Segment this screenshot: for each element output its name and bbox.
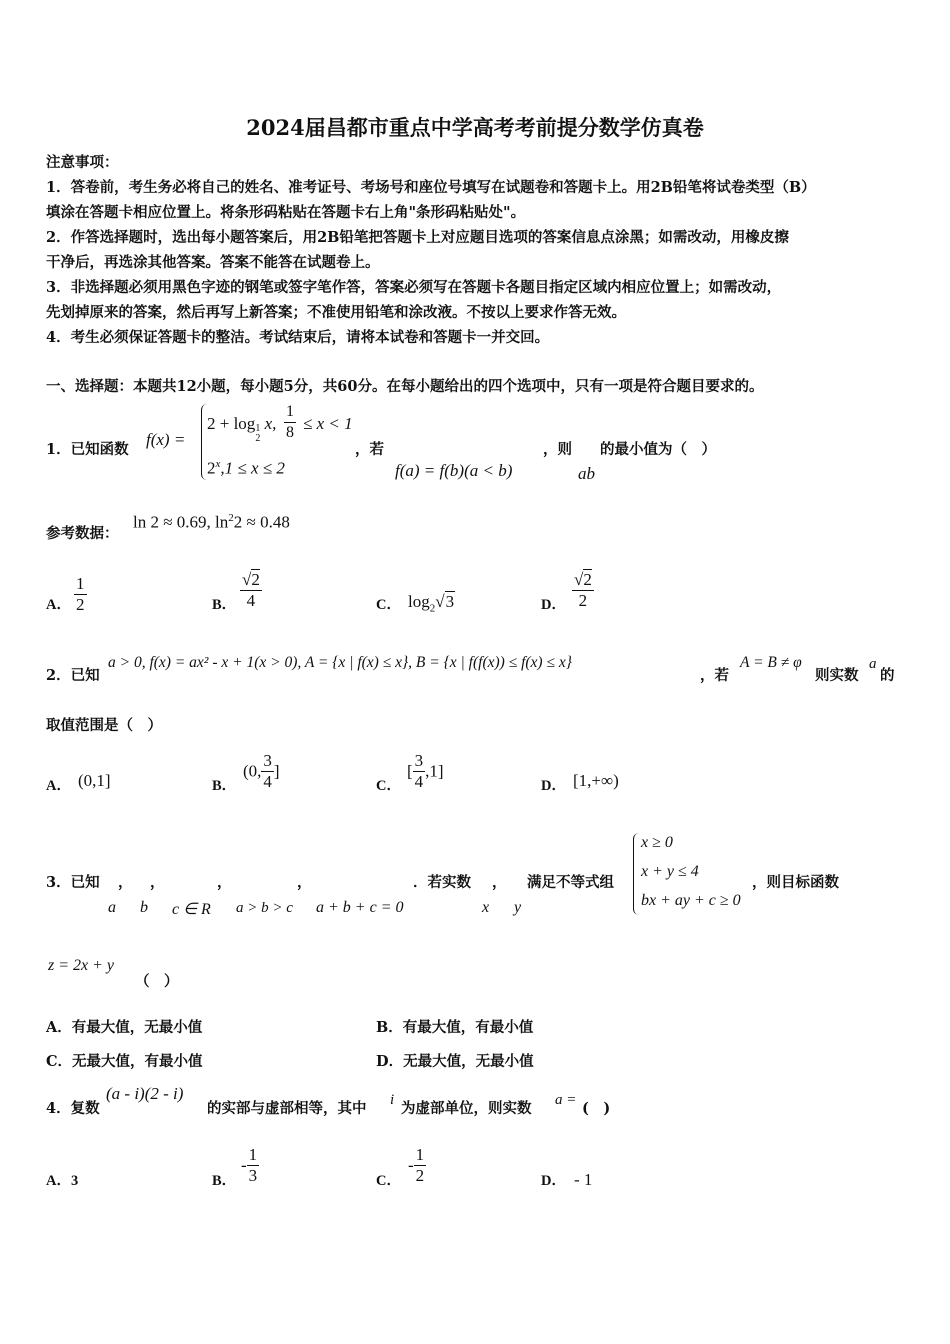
q3-option-c[interactable]: C．无最大值，有最小值 [46,1053,203,1070]
q3-option-b[interactable]: B．有最大值，有最小值 [376,1019,534,1036]
q1-ab: ab [578,464,595,483]
q2-option-a[interactable]: (0,1] [78,771,111,790]
q2-option-d[interactable]: [1,+∞) [573,771,619,790]
q3-comma: ， [297,874,312,891]
q3-sum: a + b + c = 0 [316,899,404,916]
q2-c-pre: [ [407,761,413,781]
q1-frac-num: 1 [286,403,294,420]
q2-label: 2．已知 [46,667,100,684]
notice-heading: 注意事项： [46,154,119,171]
q3-paren: （ ） [135,973,179,990]
q4-b-den: 3 [248,1166,258,1185]
q1-case1-frac [284,402,296,443]
q4-option-c[interactable] [408,1145,426,1186]
q4-c-sign: - [408,1155,414,1175]
q1-base-den: 2 [255,433,261,444]
q2-option-b-label[interactable]: B． [212,778,237,794]
q2-b-pre: (0, [243,761,262,781]
q1-tail: 的最小值为（ ） [600,441,716,458]
q1-c-base: 2 [429,602,436,615]
q1-option-a[interactable] [74,574,87,615]
q3-c-in-r: c ∈ R [172,901,211,918]
q2-tail: 则实数 [815,667,859,684]
q1-option-d-label[interactable]: D． [541,597,566,613]
q1-option-c[interactable]: $\log_2√3$ [408,592,455,615]
q3-y: y [514,899,522,916]
q1-ruo: ，若 [355,441,384,458]
q3-x: x [482,899,490,916]
q1-option-a-label[interactable]: A． [46,597,71,613]
q1-ref-data [133,512,290,533]
q1-option-b[interactable]: $\frac{√2}{4}$ [242,570,260,610]
q3-label: 3．已知 [46,874,100,891]
q4-b-sign: - [241,1155,247,1175]
q3-brace [633,833,640,915]
notice-line: 干净后，再选涂其他答案。答案不能答在试题卷上。 [46,254,380,271]
notice-line: 先划掉原来的答案，然后再写上新答案；不准使用铅笔和涂改液。不按以上要求作答无效。 [46,304,626,321]
q2-option-a-label[interactable]: A． [46,778,71,794]
q3-comma: ， [492,874,507,891]
q3-target: ，则目标函数 [752,874,839,891]
q4-label: 4．复数 [46,1100,100,1117]
q4-c-den: 2 [415,1166,425,1185]
q1-case1 [207,414,276,444]
q1-ref-sup: 2 [228,512,234,524]
q1-d-den: 2 [572,590,594,611]
q1-case2 [207,458,285,479]
q4-option-d-label[interactable]: D． [541,1173,566,1189]
q1-case2-cond: ,1 ≤ x ≤ 2 [220,458,285,478]
q4-expr: (a - i)(2 - i) [106,1084,184,1103]
q1-case1-x: x, [264,414,277,433]
q3-dot: ．若实数 [413,874,471,891]
section-heading: 一、选择题：本题共12小题，每小题5分，共60分。在每小题给出的四个选项中，只有一项是符合题目要求的。 [46,378,764,395]
q1-base-num: 1 [255,423,261,434]
q1-c-rad: 3 [445,592,455,611]
q2-b-den: 4 [263,772,272,791]
q4-a-eq: a = [555,1092,577,1108]
q4-option-b[interactable] [241,1145,259,1186]
q3-b: b [140,899,148,916]
q1-case2-base: 2 [207,458,216,478]
q2-ruo: ，若 [700,667,729,684]
q3-ineq: a > b > c [236,900,293,916]
q2-option-c-label[interactable]: C． [376,778,401,794]
q1-d-rad: 2 [583,570,592,589]
q1-option-d[interactable]: $\frac{√2}{2}$ [574,570,592,610]
q1-case1-log: 2 + log [207,414,256,433]
q3-sys2: x + y ≤ 4 [641,863,699,880]
q2-cond: A = B ≠ φ [740,654,802,671]
notice-line: 4．考生必须保证答题卡的整洁。考试结束后，请将本试卷和答题卡一并交回。 [46,329,550,346]
q2-c-den: 4 [414,772,424,791]
q2-c-post: ,1] [425,761,444,781]
q4-option-a[interactable]: A．3 [46,1173,79,1189]
q1-ref-label: 参考数据： [46,525,119,542]
q1-option-b-label[interactable]: B． [212,597,237,613]
q3-comma: ， [217,874,232,891]
notice-line: 填涂在答题卡相应位置上。将条形码粘贴在答题卡右上角"条形码粘贴处"。 [46,204,526,221]
q1-ref-part2: 2 ≈ 0.48 [233,512,290,532]
q3-option-d[interactable]: D．无最大值，无最小值 [376,1053,534,1070]
q3-sys1: x ≥ 0 [641,834,673,851]
q1-fx: f(x) = [146,430,186,449]
q3-option-a[interactable]: A．有最大值，无最小值 [46,1019,203,1036]
q3-z: z = 2x + y [48,957,115,974]
q1-case2-exp: x [215,458,221,470]
q1-ref-part1: ln 2 ≈ 0.69, ln [133,512,229,532]
q2-line2: 取值范围是（ ） [46,717,162,734]
q1-condition: f(a) = f(b)(a < b) [395,461,513,480]
q1-option-c-label[interactable]: C． [376,597,401,613]
q1-label: 1．已知函数 [46,441,129,458]
q1-a-num: 1 [76,574,85,593]
notice-line: 2．作答选择题时，选出每小题答案后，用2B铅笔把答题卡上对应题目选项的答案信息点涂黑；如需改动，用橡皮擦 [46,229,789,246]
q3-comma: ， [118,874,133,891]
q2-option-c[interactable] [407,751,444,792]
q4-paren: ( ) [582,1100,611,1117]
q4-b-num: 1 [248,1145,258,1164]
q2-a: a [869,656,877,672]
q4-c-num: 1 [415,1145,425,1164]
q2-de: 的 [880,667,895,684]
q3-a: a [108,899,116,916]
q3-sys3: bx + ay + c ≥ 0 [641,892,741,909]
q1-b-den: 4 [240,590,262,611]
q2-b-post: ] [273,761,280,781]
q1-case1-cond: ≤ x < 1 [303,414,353,433]
q3-comma: ， [150,874,165,891]
q1-b-rad: 2 [251,570,260,589]
q2-option-b[interactable] [243,751,280,792]
q4-option-d[interactable]: - 1 [574,1170,593,1189]
q1-c-log: log [408,592,430,611]
notice-line: 1．答卷前，考生务必将自己的姓名、准考证号、考场号和座位号填写在试题卷和答题卡上。用2B铅笔将试卷类型（B） [46,179,816,196]
q2-option-d-label[interactable]: D． [541,778,566,794]
q2-c-num: 3 [414,751,424,770]
q1-frac-den: 8 [286,424,294,441]
q1-ze: ，则 [543,441,572,458]
q4-mid2: 为虚部单位，则实数 [401,1100,532,1117]
page-title: 2024届昌都市重点中学高考考前提分数学仿真卷 [246,115,704,140]
notice-line: 3．非选择题必须用黑色字迹的钢笔或签字笔作答，答案必须写在答题卡各题目指定区域内相应位置上；如需改动， [46,279,782,296]
q4-i: i [390,1092,395,1108]
q1-a-den: 2 [76,595,85,614]
q3-satisfy: 满足不等式组 [527,874,614,891]
q4-option-b-label[interactable]: B． [212,1173,237,1189]
q4-mid: 的实部与虚部相等，其中 [207,1100,367,1117]
q2-expr: a > 0, f(x) = ax² - x + 1(x > 0), A = {x | f(x) ≤ x}, B = {x | f(f(x)) ≤ f(x) ≤ x} [108,654,572,671]
q2-b-num: 3 [263,751,272,770]
q4-option-c-label[interactable]: C． [376,1173,401,1189]
